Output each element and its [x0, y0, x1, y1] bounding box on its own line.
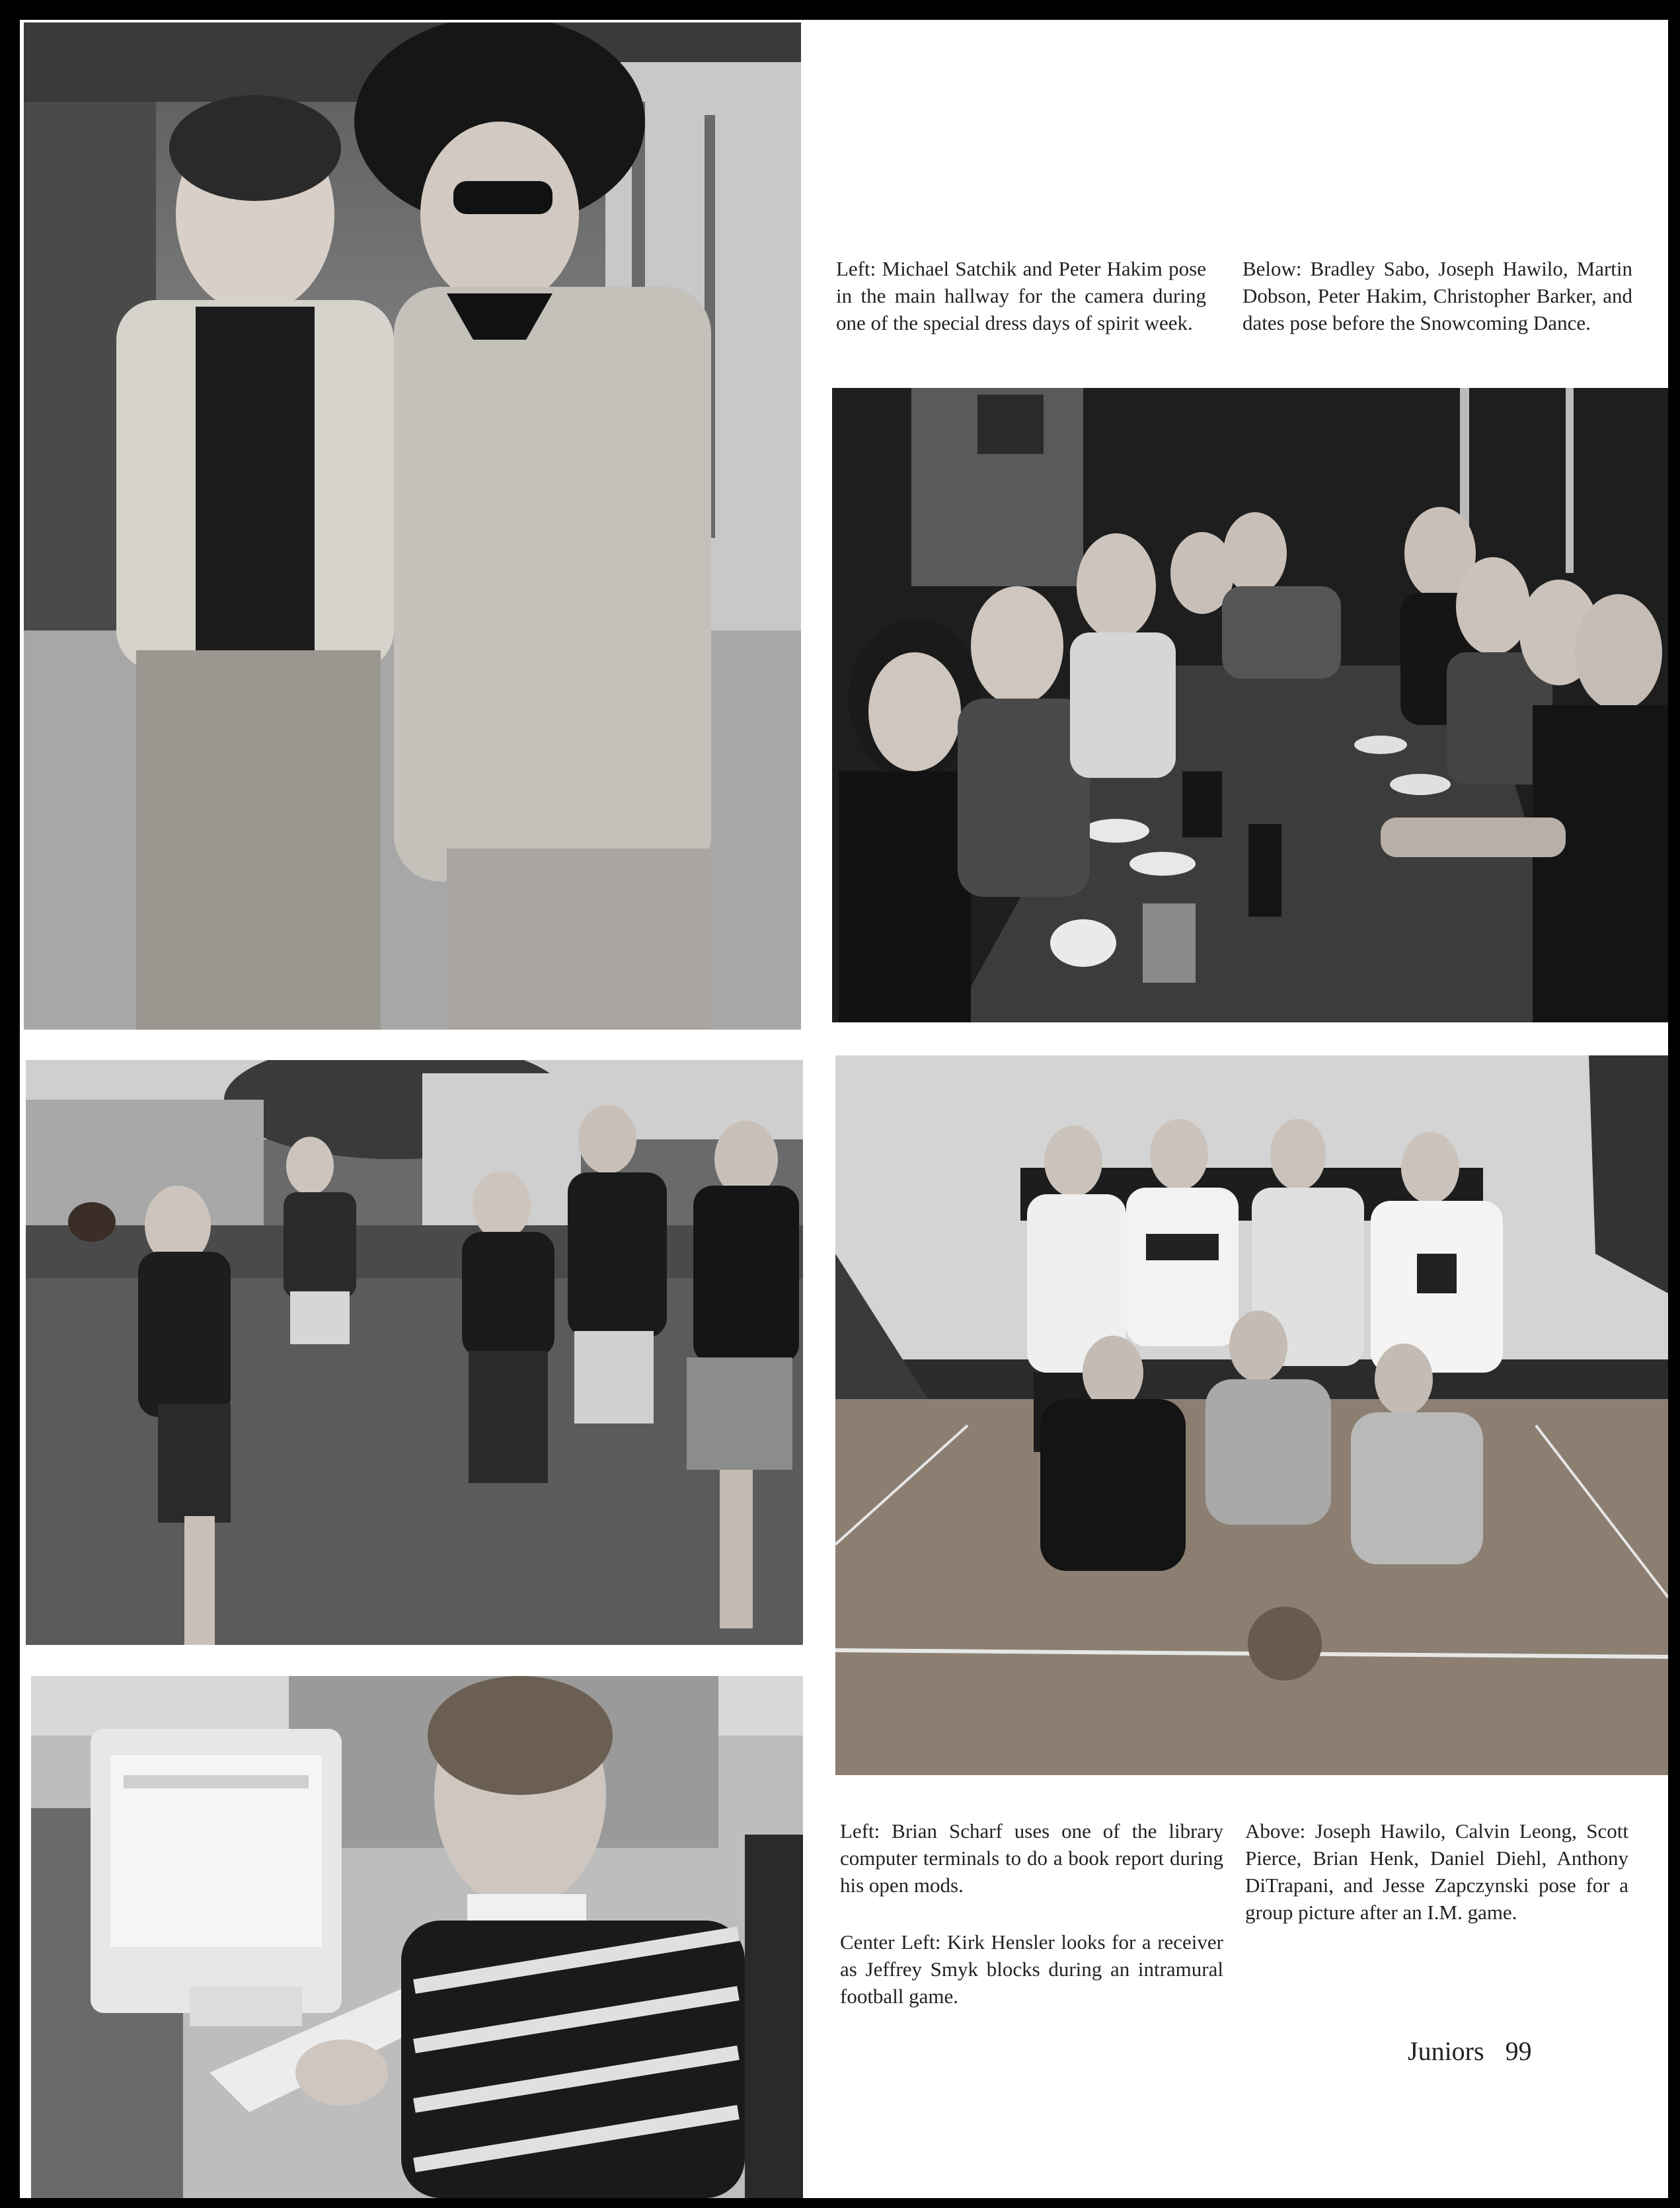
caption-intramural-football: Center Left: Kirk Hensler looks for a receiver as Jeffrey Smyk blocks during an intramural football game.: [840, 1930, 1223, 2008]
photo-library-computer: [31, 1676, 803, 2198]
photo-snowcoming-dinner: [832, 388, 1668, 1022]
folio-section: Juniors: [1408, 2036, 1484, 2066]
caption-library-computer: Left: Brian Scharf uses one of the library computer terminals to do a book report during his open mods.: [840, 1819, 1223, 1897]
folio-page-number: 99: [1505, 2036, 1532, 2066]
yearbook-page: [20, 20, 1668, 2198]
photo-hallway-spirit-week: [24, 22, 801, 1030]
caption-hallway-spirit-week: Left: Michael Satchik and Peter Hakim pose in the main hallway for the camera during one of the special dress days of spirit week.: [836, 257, 1206, 334]
caption-im-basketball-group: Above: Joseph Hawilo, Calvin Leong, Scott Pierce, Brian Henk, Daniel Diehl, Anthony DiTrapani, and Jesse Zapczynski pose for a group picture after an I.M. game.: [1245, 1819, 1628, 1924]
folio: [1408, 2036, 1532, 2067]
photo-im-basketball-group: [835, 1055, 1668, 1775]
caption-snowcoming-dinner: Below: Bradley Sabo, Joseph Hawilo, Martin Dobson, Peter Hakim, Christopher Barker, and dates pose before the Snowcoming Dance.: [1242, 257, 1632, 334]
photo-intramural-football: [26, 1060, 803, 1645]
